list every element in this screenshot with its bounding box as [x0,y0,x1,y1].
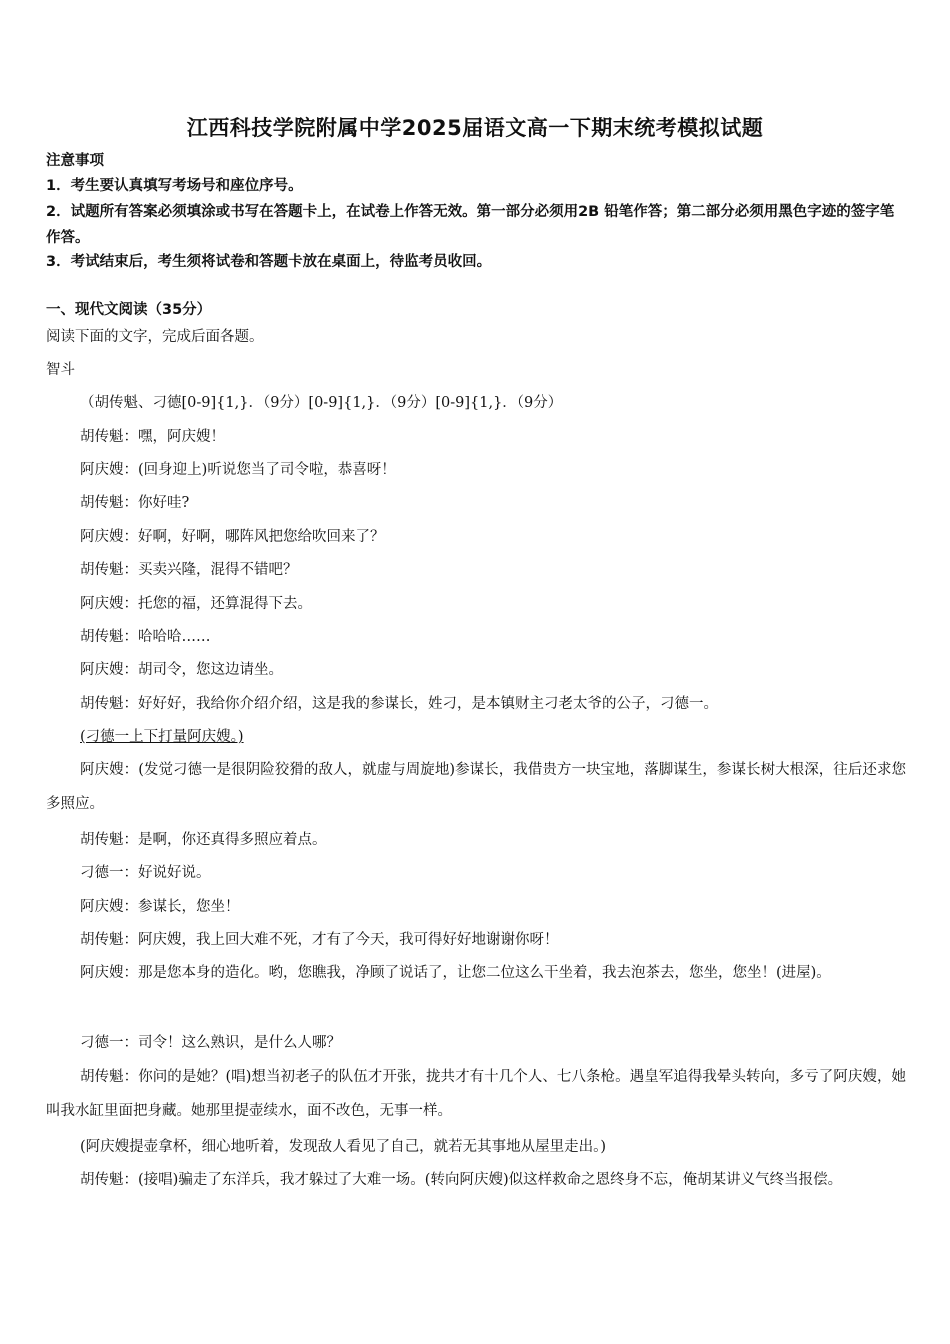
section-heading: 一、现代文阅读（35分） [46,302,212,318]
script-paragraph-4: 胡传魁：(接唱)骗走了东洋兵，我才躲过了大难一场。(转向阿庆嫂)似这样救命之恩终身不忘，俺胡某讲义气终当报偿。 [80,1172,843,1188]
reading-instruction: 阅读下面的文字，完成后面各题。 [46,329,264,345]
script-line-2: 胡传魁：嘿，阿庆嫂！ [80,429,225,445]
notice-heading: 注意事项 [46,153,104,169]
script-line-16: (阿庆嫂提壶拿杯，细心地听着，发现敌人看见了自己，就若无其事地从屋里走出。) [80,1139,607,1155]
script-line-1: （胡传魁、刁德[0-9]{1,}．（9分）[0-9]{1,}．（9分）[0-9]{1,}．（9分） [80,395,563,411]
notice-item-3: 3．考试结束后，考生须将试卷和答题卡放在桌面上，待监考员收回。 [46,254,492,270]
script-line-8: 胡传魁：哈哈哈…… [80,629,211,645]
script-line-10: 胡传魁：好好好，我给你介绍介绍，这是我的参谋长，姓刁，是本镇财主刁老太爷的公子，刁德一。 [80,696,718,712]
script-line-12: 刁德一：好说好说。 [80,865,211,881]
script-line-6: 胡传魁：买卖兴隆，混得不错吧？ [80,562,298,578]
script-line-9: 阿庆嫂：胡司令，您这边请坐。 [80,662,283,678]
script-line-15: 刁德一：司令！这么熟识，是什么人哪？ [80,1035,341,1051]
script-line-14: 胡传魁：阿庆嫂，我上回大难不死，才有了今天，我可得好好地谢谢你呀！ [80,932,559,948]
script-paragraph-3: 胡传魁：你问的是她？(唱)想当初老子的队伍才开张，拢共才有十几个人、七八条枪。遇皇军追得我晕头转向，多亏了阿庆嫂，她叫我水缸里面把身藏。她那里提壶续水，面不改色，无事一样。 [46,1069,906,1119]
script-paragraph-2: 阿庆嫂：那是您本身的造化。哟，您瞧我，净顾了说话了，让您二位这么干坐着，我去泡茶去，您坐，您坐！(进屋)。 [80,965,831,981]
page-title: 江西科技学院附属中学2025届语文高一下期末统考模拟试题 [186,116,764,140]
script-line-3: 阿庆嫂：(回身迎上)听说您当了司令啦，恭喜呀！ [80,462,396,478]
script-line-11: 胡传魁：是啊，你还真得多照应着点。 [80,832,327,848]
script-line-4: 胡传魁：你好哇? [80,495,190,511]
stage-direction: (刁德一上下打量阿庆嫂。) [80,729,244,745]
text-title: 智斗 [46,362,75,378]
notice-item-1: 1．考生要认真填写考场号和座位序号。 [46,178,303,194]
script-line-5: 阿庆嫂：好啊，好啊，哪阵风把您给吹回来了？ [80,529,385,545]
script-line-7: 阿庆嫂：托您的福，还算混得下去。 [80,596,312,612]
notice-item-2: 2．试题所有答案必须填涂或书写在答题卡上，在试卷上作答无效。第一部分必须用2B 铅笔作答；第二部分必须用黑色字迹的签字笔作答。 [46,204,895,246]
script-paragraph-1: 阿庆嫂：(发觉刁德一是很阴险狡猾的敌人，就虚与周旋地)参谋长，我借贵方一块宝地，落脚谋生，参谋长树大根深，往后还求您多照应。 [46,762,906,812]
script-line-13: 阿庆嫂：参谋长，您坐！ [80,899,240,915]
